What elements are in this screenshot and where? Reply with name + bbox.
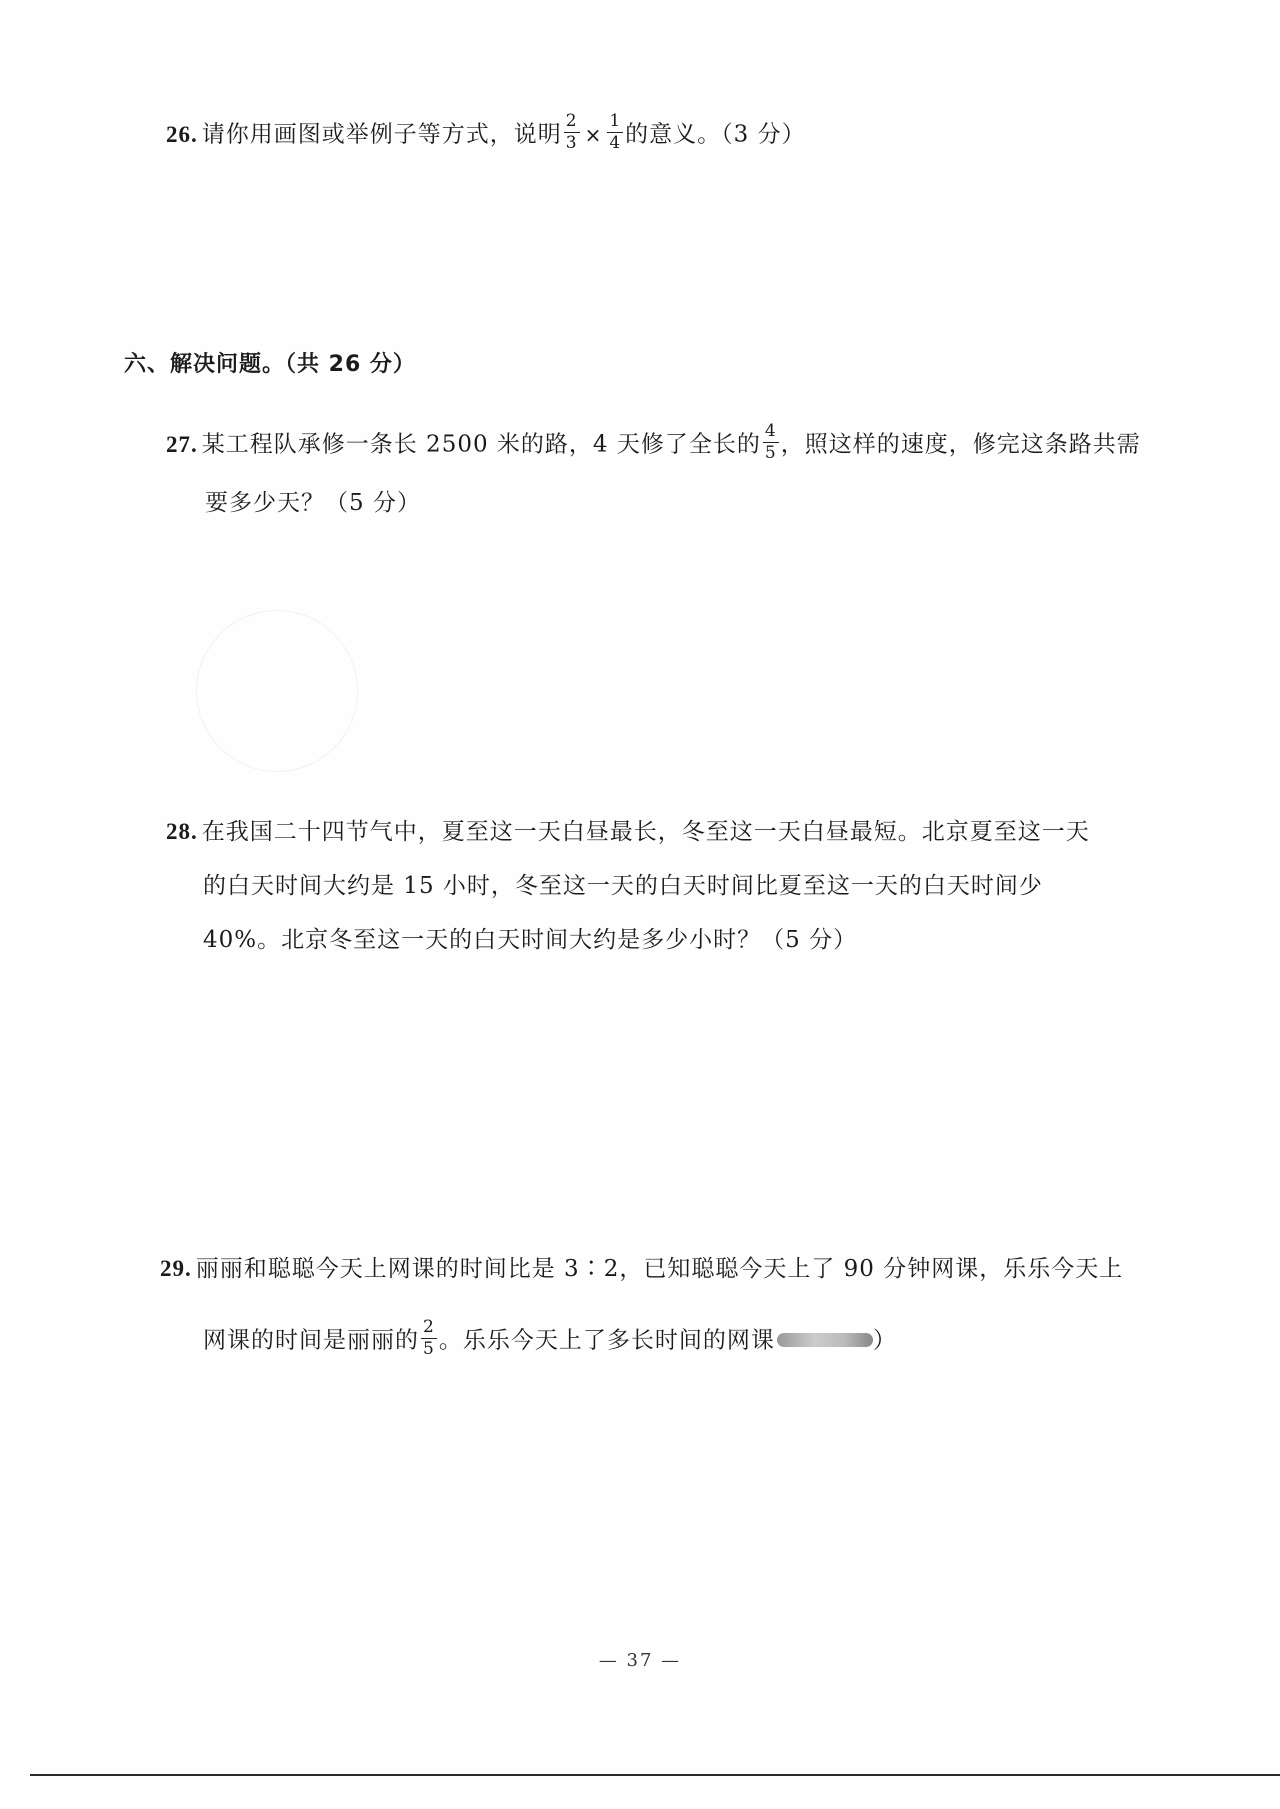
faint-stamp-mark (196, 610, 358, 772)
fraction-denominator: 3 (565, 133, 578, 153)
times-sign: × (584, 122, 603, 147)
fraction-denominator: 5 (764, 443, 777, 463)
section-heading: 六、解决问题。（共 26 分） (124, 352, 416, 377)
question-number: 28. (166, 819, 198, 844)
fraction-numerator: 1 (609, 111, 622, 131)
question-27-line-2: 要多少天？（5 分） (205, 490, 421, 516)
question-28-line-1 (166, 820, 1090, 844)
blurred-redaction-mark (777, 1333, 873, 1347)
fraction-numerator: 4 (764, 421, 777, 441)
question-29-line-1 (160, 1257, 1123, 1281)
question-text-end: 的意义。（3 分） (625, 121, 806, 148)
question-text: 丽丽和聪聪今天上网课的时间比是 3∶2，已知聪聪今天上了 90 分钟网课，乐乐今天上 (195, 1256, 1124, 1282)
fraction-numerator: 2 (423, 1317, 435, 1337)
question-27-line-1 (166, 421, 1141, 465)
question-number: 26. (166, 121, 198, 147)
closing-paren: ） (872, 1327, 897, 1354)
question-26 (166, 111, 806, 155)
question-text: 在我国二十四节气中，夏至这一天白昼最长，冬至这一天白昼最短。北京夏至这一天 (201, 819, 1090, 845)
fraction-numerator: 2 (565, 111, 578, 131)
fraction-one-quarter (607, 113, 623, 152)
question-28-line-3: 40%。北京冬至这一天的白天时间大约是多少小时？（5 分） (203, 927, 858, 953)
fraction-two-fifths (421, 1319, 437, 1358)
question-number: 27. (166, 431, 198, 457)
question-text-end: 。乐乐今天上了多长时间的网课 (438, 1327, 775, 1354)
question-text-end: ，照这样的速度，修完这条路共需 (780, 431, 1141, 458)
fraction-denominator: 5 (423, 1339, 435, 1359)
fraction-denominator: 4 (609, 133, 622, 153)
question-number: 29. (160, 1256, 192, 1281)
question-28-line-2: 的白天时间大约是 15 小时，冬至这一天的白天时间比夏至这一天的白天时间少 (203, 873, 1043, 899)
question-text: 网课的时间是丽丽的 (203, 1327, 419, 1354)
page-bottom-rule (30, 1774, 1280, 1776)
question-text: 某工程队承修一条长 2500 米的路，4 天修了全长的 (201, 431, 761, 458)
page-number: — 37 — (598, 1650, 682, 1671)
fraction-four-fifths (763, 423, 779, 462)
fraction-two-thirds (564, 113, 580, 152)
question-text: 请你用画图或举例子等方式，说明 (201, 121, 562, 148)
question-29-line-2 (203, 1317, 897, 1361)
